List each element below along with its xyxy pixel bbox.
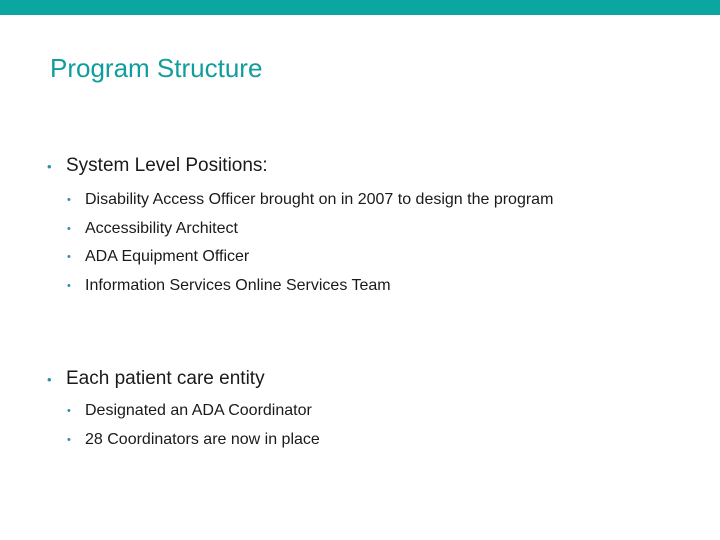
section-heading — [47, 154, 687, 178]
sub-bullet-list — [47, 397, 687, 454]
bullet-icon: • — [47, 371, 52, 387]
bullet-icon: • — [67, 194, 71, 207]
slide-title: Program Structure — [50, 53, 263, 83]
bullet-icon: • — [47, 158, 52, 174]
list-item — [47, 243, 687, 272]
list-item — [47, 272, 687, 301]
list-item — [47, 426, 687, 455]
bullet-icon: • — [67, 279, 71, 292]
list-item-text: 28 Coordinators are now in place — [85, 430, 320, 448]
section-heading-text: Each patient care entity — [66, 368, 265, 389]
list-item — [47, 397, 687, 426]
list-item-text: ADA Equipment Officer — [85, 248, 250, 266]
section-patient-care-entity — [47, 367, 687, 454]
list-item-text: Disability Access Officer brought on in 2007 to design the program — [85, 191, 554, 209]
bullet-icon: • — [67, 222, 71, 235]
section-heading — [47, 367, 687, 391]
top-accent-bar — [0, 0, 720, 15]
section-system-level-positions — [47, 154, 687, 300]
sub-bullet-list — [47, 186, 687, 300]
list-item-text: Accessibility Architect — [85, 219, 238, 237]
list-item — [47, 215, 687, 244]
section-heading-text: System Level Positions: — [66, 155, 268, 176]
list-item-text: Information Services Online Services Team — [85, 276, 391, 294]
bullet-icon: • — [67, 433, 71, 446]
list-item — [47, 186, 687, 215]
bullet-icon: • — [67, 251, 71, 264]
list-item-text: Designated an ADA Coordinator — [85, 402, 312, 420]
bullet-icon: • — [67, 405, 71, 418]
